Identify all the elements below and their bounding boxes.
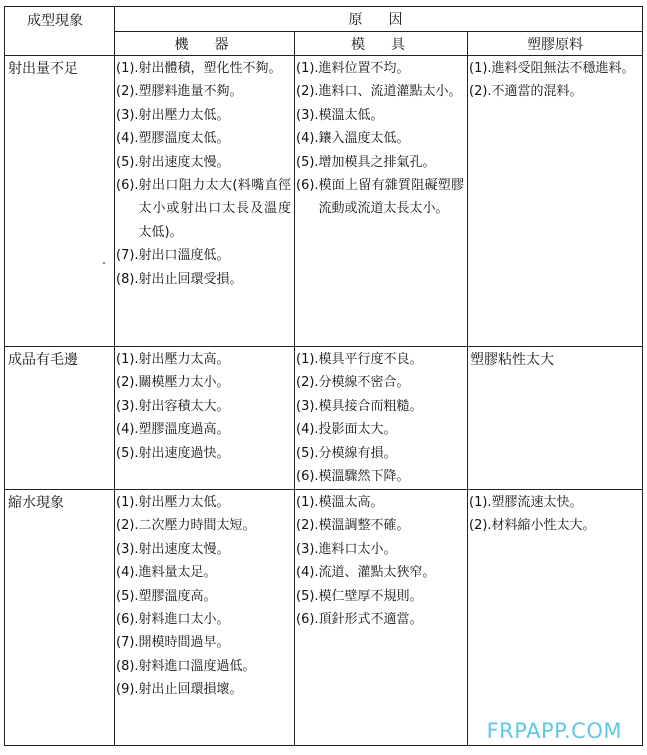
cause-item [115, 268, 294, 291]
item-text: 流道、灌點太狹窄。 [318, 565, 436, 581]
item-text: 進料位置不均。 [318, 61, 410, 76]
mold-cell [295, 490, 468, 746]
cause-item [115, 57, 294, 80]
item-number: (2). [469, 84, 492, 100]
item-number: (8). [116, 658, 139, 674]
item-text: 塑膠溫度過高。 [138, 422, 230, 438]
causes-table [4, 6, 643, 746]
stray-dot [103, 262, 105, 264]
cause-item [295, 104, 467, 127]
item-number: (1). [296, 352, 319, 367]
item-number: (3). [116, 541, 139, 557]
cause-item [115, 442, 294, 465]
cause-item [295, 538, 467, 561]
item-text: 射出壓力太高。 [138, 352, 230, 367]
item-text: 塑膠料進量不夠。 [138, 84, 243, 100]
item-number: (3). [296, 107, 319, 123]
cause-item [115, 608, 294, 631]
item-text: 射料進口溫度過低。 [138, 658, 256, 674]
cause-item [295, 561, 467, 584]
cause-item [468, 57, 642, 80]
item-text: 進料量太足。 [138, 565, 217, 581]
cause-item [295, 395, 467, 418]
item-number: (7). [116, 248, 139, 264]
item-text: 射出壓力太低。 [138, 495, 230, 510]
item-number: (1). [116, 61, 139, 76]
mold-cell [295, 347, 468, 490]
item-text: 鑲入溫度太低。 [318, 131, 410, 147]
cause-item [115, 371, 294, 394]
item-text: 模溫調整不確。 [318, 518, 410, 534]
item-number: (4). [296, 131, 319, 147]
cause-item [468, 80, 642, 103]
cause-item [115, 395, 294, 418]
header-material: 塑膠原料 [468, 32, 643, 56]
cause-item [295, 514, 467, 537]
item-text: 關模壓力太小。 [138, 375, 230, 391]
cause-item [115, 491, 294, 514]
cause-item [115, 151, 294, 174]
item-number: (6). [296, 178, 319, 194]
item-text: 材料縮小性太大。 [491, 518, 596, 534]
cause-item [115, 631, 294, 654]
item-number: (4). [116, 422, 139, 438]
item-number: (2). [469, 518, 492, 534]
item-text: 模仁壁厚不規則。 [318, 588, 423, 604]
cause-item [295, 585, 467, 608]
item-text: 模具接合而粗糙。 [318, 398, 423, 414]
item-number: (7). [116, 635, 139, 651]
cause-item [295, 418, 467, 441]
item-text: 投影面太大。 [318, 422, 397, 438]
item-number: (5). [116, 588, 139, 604]
item-number: (6). [296, 469, 319, 485]
item-text: 增加模具之排氣孔。 [318, 154, 436, 170]
cause-item [295, 465, 467, 488]
item-text: 模溫太低。 [318, 107, 384, 123]
item-number: (4). [296, 422, 319, 438]
cause-item [115, 585, 294, 608]
item-text: 塑膠溫度太低。 [138, 131, 230, 147]
item-text: 進料口、流道灌點太小。 [318, 84, 462, 100]
item-text: 射出口溫度低。 [138, 248, 230, 264]
item-text: 射出容積太大。 [138, 398, 230, 414]
cause-item [115, 655, 294, 678]
cause-item [115, 561, 294, 584]
item-number: (6). [296, 612, 319, 628]
cause-item [468, 514, 642, 537]
material-cell: 塑膠粘性太大 [468, 347, 643, 490]
item-text: 射出壓力太低。 [138, 107, 230, 123]
row-short-shot [5, 56, 643, 347]
item-number: (1). [296, 495, 319, 510]
item-text: 射出體積，塑化性不夠。 [138, 61, 282, 76]
cause-item [295, 127, 467, 150]
material-cell [468, 56, 643, 347]
item-text: 頂針形式不適當。 [318, 612, 423, 628]
item-text: 不適當的混料。 [491, 84, 583, 100]
cause-item [115, 678, 294, 701]
item-text: 射出止回環受損。 [138, 271, 243, 287]
item-number: (1). [116, 495, 139, 510]
item-text: 射出速度太慢。 [138, 154, 230, 170]
cause-item [295, 57, 467, 80]
item-number: (9). [116, 682, 139, 698]
item-number: (2). [296, 84, 319, 100]
cause-item [115, 174, 294, 244]
item-text: 模具平行度不良。 [318, 352, 423, 367]
item-number: (1). [469, 61, 492, 76]
cause-item [295, 608, 467, 631]
item-text: 模面上留有雜質阻礙塑膠流動或流道太長太小。 [318, 178, 464, 217]
item-text: 分模線有損。 [318, 445, 397, 461]
item-text: 進料口太小。 [318, 541, 397, 557]
item-number: (5). [116, 154, 139, 170]
header-phenomenon: 成型現象 [5, 7, 115, 56]
cause-item [115, 418, 294, 441]
cause-item [115, 104, 294, 127]
item-number: (4). [116, 565, 139, 581]
machine-cell [115, 347, 295, 490]
cause-item [295, 491, 467, 514]
item-number: (2). [296, 518, 319, 534]
item-number: (3). [296, 541, 319, 557]
phenomenon-cell: 縮水現象 [5, 490, 115, 746]
item-text: 開模時間過早。 [138, 635, 230, 651]
phenomenon-cell: 射出量不足 [5, 56, 115, 347]
item-text: 分模線不密合。 [318, 375, 410, 391]
item-number: (6). [116, 612, 139, 628]
item-text: 射出口阻力太大(料嘴直徑太小或射出口太長及溫度太低)。 [138, 178, 291, 240]
item-number: (5). [296, 445, 319, 461]
item-text: 二次壓力時間太短。 [138, 518, 256, 534]
material-cell [468, 490, 643, 746]
item-number: (4). [296, 565, 319, 581]
machine-cell [115, 56, 295, 347]
item-number: (2). [296, 375, 319, 391]
item-number: (1). [116, 352, 139, 367]
row-sink-marks [5, 490, 643, 746]
item-text: 射出速度太慢。 [138, 541, 230, 557]
header-mold: 模 具 [295, 32, 468, 56]
item-text: 模溫太高。 [318, 495, 384, 510]
cause-item [115, 127, 294, 150]
item-text: 塑膠溫度高。 [138, 588, 217, 604]
header-cause: 原 因 [115, 7, 643, 32]
cause-item [115, 514, 294, 537]
cause-item [115, 80, 294, 103]
cause-item [295, 151, 467, 174]
cause-item [468, 491, 642, 514]
item-text: 射出止回環損壞。 [138, 682, 243, 698]
item-number: (3). [116, 107, 139, 123]
cause-item [115, 348, 294, 371]
item-number: (2). [116, 84, 139, 100]
item-number: (3). [296, 398, 319, 414]
cause-item [295, 442, 467, 465]
machine-cell [115, 490, 295, 746]
mold-cell [295, 56, 468, 347]
cause-item [115, 244, 294, 267]
item-text: 模溫驟然下降。 [318, 469, 410, 485]
item-text: 射出速度過快。 [138, 445, 230, 461]
row-flash [5, 347, 643, 490]
item-number: (4). [116, 131, 139, 147]
item-number: (1). [469, 495, 492, 510]
item-text: 塑膠流速太快。 [491, 495, 583, 510]
item-number: (1). [296, 61, 319, 76]
cause-item [295, 371, 467, 394]
item-text: 射料進口太小。 [138, 612, 230, 628]
phenomenon-cell: 成品有毛邊 [5, 347, 115, 490]
item-number: (2). [116, 518, 139, 534]
item-text: 進料受阻無法不穩進料。 [491, 61, 635, 76]
watermark-logo: FRPAPP.COM [486, 719, 622, 743]
item-number: (8). [116, 271, 139, 287]
cause-item [295, 348, 467, 371]
item-number: (5). [296, 588, 319, 604]
item-number: (5). [296, 154, 319, 170]
cause-item [295, 80, 467, 103]
item-number: (2). [116, 375, 139, 391]
item-number: (3). [116, 398, 139, 414]
header-machine: 機 器 [115, 32, 295, 56]
cause-item [115, 538, 294, 561]
item-number: (6). [116, 178, 139, 194]
item-number: (5). [116, 445, 139, 461]
cause-item [295, 174, 467, 221]
